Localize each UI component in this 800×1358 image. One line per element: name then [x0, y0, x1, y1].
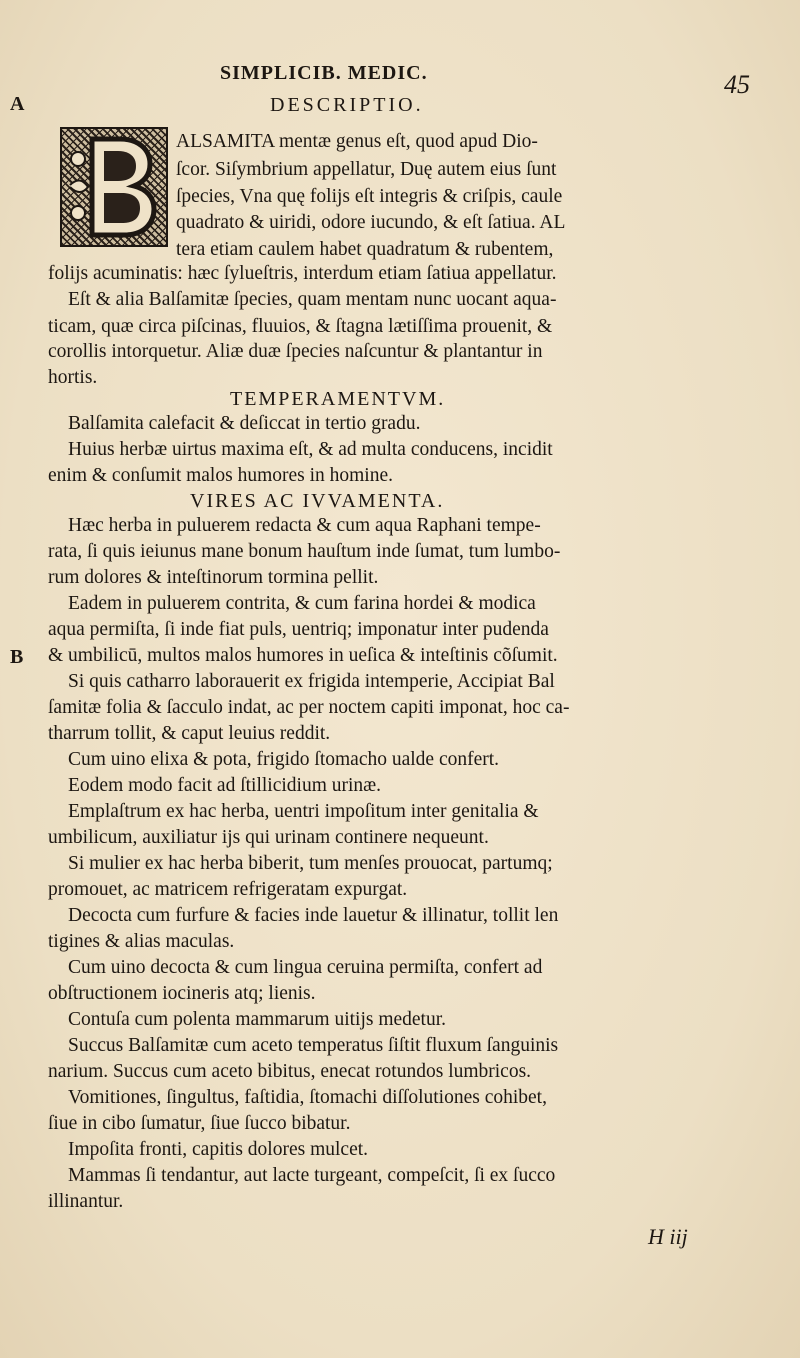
text-line: illinantur.: [48, 1191, 124, 1212]
text-line: folijs acuminatis: hæc ſylueſtris, interdum etiam ſatiua appellatur.: [48, 263, 557, 284]
text-line: ſcor. Siſymbrium appellatur, Duę autem eius ſunt: [176, 159, 557, 180]
signature-mark: H iij: [648, 1224, 688, 1249]
text-line: rum dolores & inteſtinorum tormina pellit.: [48, 567, 379, 588]
text-line: Vomitiones, ſingultus, faſtidia, ſtomachi diſſolutiones cohibet,: [68, 1087, 547, 1108]
text-line: quadrato & uiridi, odore iucundo, & eſt ſatiua. AL: [176, 212, 566, 233]
text-line: Eſt & alia Balſamitæ ſpecies, quam mentam nunc uocant aqua-: [68, 289, 557, 310]
vires-heading: VIRES AC IVVAMENTA.: [190, 490, 445, 512]
text-line: ticam, quæ circa piſcinas, fluuios, & ſtagna lætiſſima prouenit, &: [48, 316, 553, 337]
text-line: ſamitæ folia & ſacculo indat, ac per noctem capiti imponat, hoc ca-: [48, 697, 570, 718]
running-head: SIMPLICIB. MEDIC.: [220, 62, 428, 84]
margin-letter-b: B: [10, 646, 24, 668]
text-line: Decocta cum furfure & facies inde lauetur & illinatur, tollit len: [68, 905, 559, 926]
text-line: tigines & alias maculas.: [48, 931, 235, 952]
text-line: Balſamita calefacit & deſiccat in tertio gradu.: [68, 413, 421, 434]
woodcut-initial-icon: [60, 127, 168, 247]
text-line: Eodem modo facit ad ſtillicidium urinæ.: [68, 775, 382, 796]
text-line: umbilicum, auxiliatur ijs qui urinam continere nequeunt.: [48, 827, 489, 848]
text-line: Si quis catharro laborauerit ex frigida intemperie, Accipiat Bal: [68, 671, 555, 692]
text-line: Si mulier ex hac herba biberit, tum menſes prouocat, partumq;: [68, 853, 553, 874]
text-line: Cum uino elixa & pota, frigido ſtomacho ualde confert.: [68, 749, 500, 770]
text-line: ſpecies, Vna quę folijs eſt integris & criſpis, caule: [176, 186, 563, 207]
text-line: Eadem in puluerem contrita, & cum farina hordei & modica: [68, 593, 536, 614]
text-line: aqua permiſta, ſi inde fiat puls, uentriq; imponatur inter pudenda: [48, 619, 549, 640]
text-line: Huius herbæ uirtus maxima eſt, & ad multa conducens, incidit: [68, 439, 553, 460]
text-line: hortis.: [48, 367, 98, 388]
page-number: 45: [724, 70, 750, 99]
text-line: narium. Succus cum aceto bibitus, enecat rotundos lumbricos.: [48, 1061, 532, 1082]
text-line: Impoſita fronti, capitis dolores mulcet.: [68, 1139, 369, 1160]
text-line: & umbilicū, multos malos humores in ueſica & inteſtinis cõſumit.: [48, 645, 558, 666]
text-line: Hæc herba in puluerem redacta & cum aqua Raphani tempe-: [68, 515, 541, 536]
text-line: rata, ſi quis ieiunus mane bonum hauſtum inde ſumat, tum lumbo-: [48, 541, 561, 562]
text-line: tera etiam caulem habet quadratum & rubentem,: [176, 239, 554, 260]
text-line: ALSAMITA mentæ genus eſt, quod apud Dio-: [176, 131, 538, 152]
woodcut-initial-graphic: [62, 129, 166, 245]
text-line: tharrum tollit, & caput leuius reddit.: [48, 723, 331, 744]
text-line: corollis intorquetur. Aliæ duæ ſpecies naſcuntur & plantantur in: [48, 341, 543, 362]
text-line: obſtructionem iocineris atq; lienis.: [48, 983, 316, 1004]
text-line: enim & conſumit malos humores in homine.: [48, 465, 394, 486]
text-line: ſiue in cibo ſumatur, ſiue ſucco bibatur.: [48, 1113, 351, 1134]
text-line: Mammas ſi tendantur, aut lacte turgeant, compeſcit, ſi ex ſucco: [68, 1165, 556, 1186]
text-line: Succus Balſamitæ cum aceto temperatus ſiſtit fluxum ſanguinis: [68, 1035, 559, 1056]
text-line: Contuſa cum polenta mammarum uitijs medetur.: [68, 1009, 447, 1030]
section-title: DESCRIPTIO.: [270, 94, 424, 116]
text-line: Emplaſtrum ex hac herba, uentri impoſitum inter genitalia &: [68, 801, 539, 822]
margin-letter-a: A: [10, 93, 25, 115]
temperamentum-heading: TEMPERAMENTVM.: [230, 388, 446, 410]
text-line: Cum uino decocta & cum lingua ceruina permiſta, confert ad: [68, 957, 543, 978]
text-line: promouet, ac matricem refrigeratam expurgat.: [48, 879, 408, 900]
